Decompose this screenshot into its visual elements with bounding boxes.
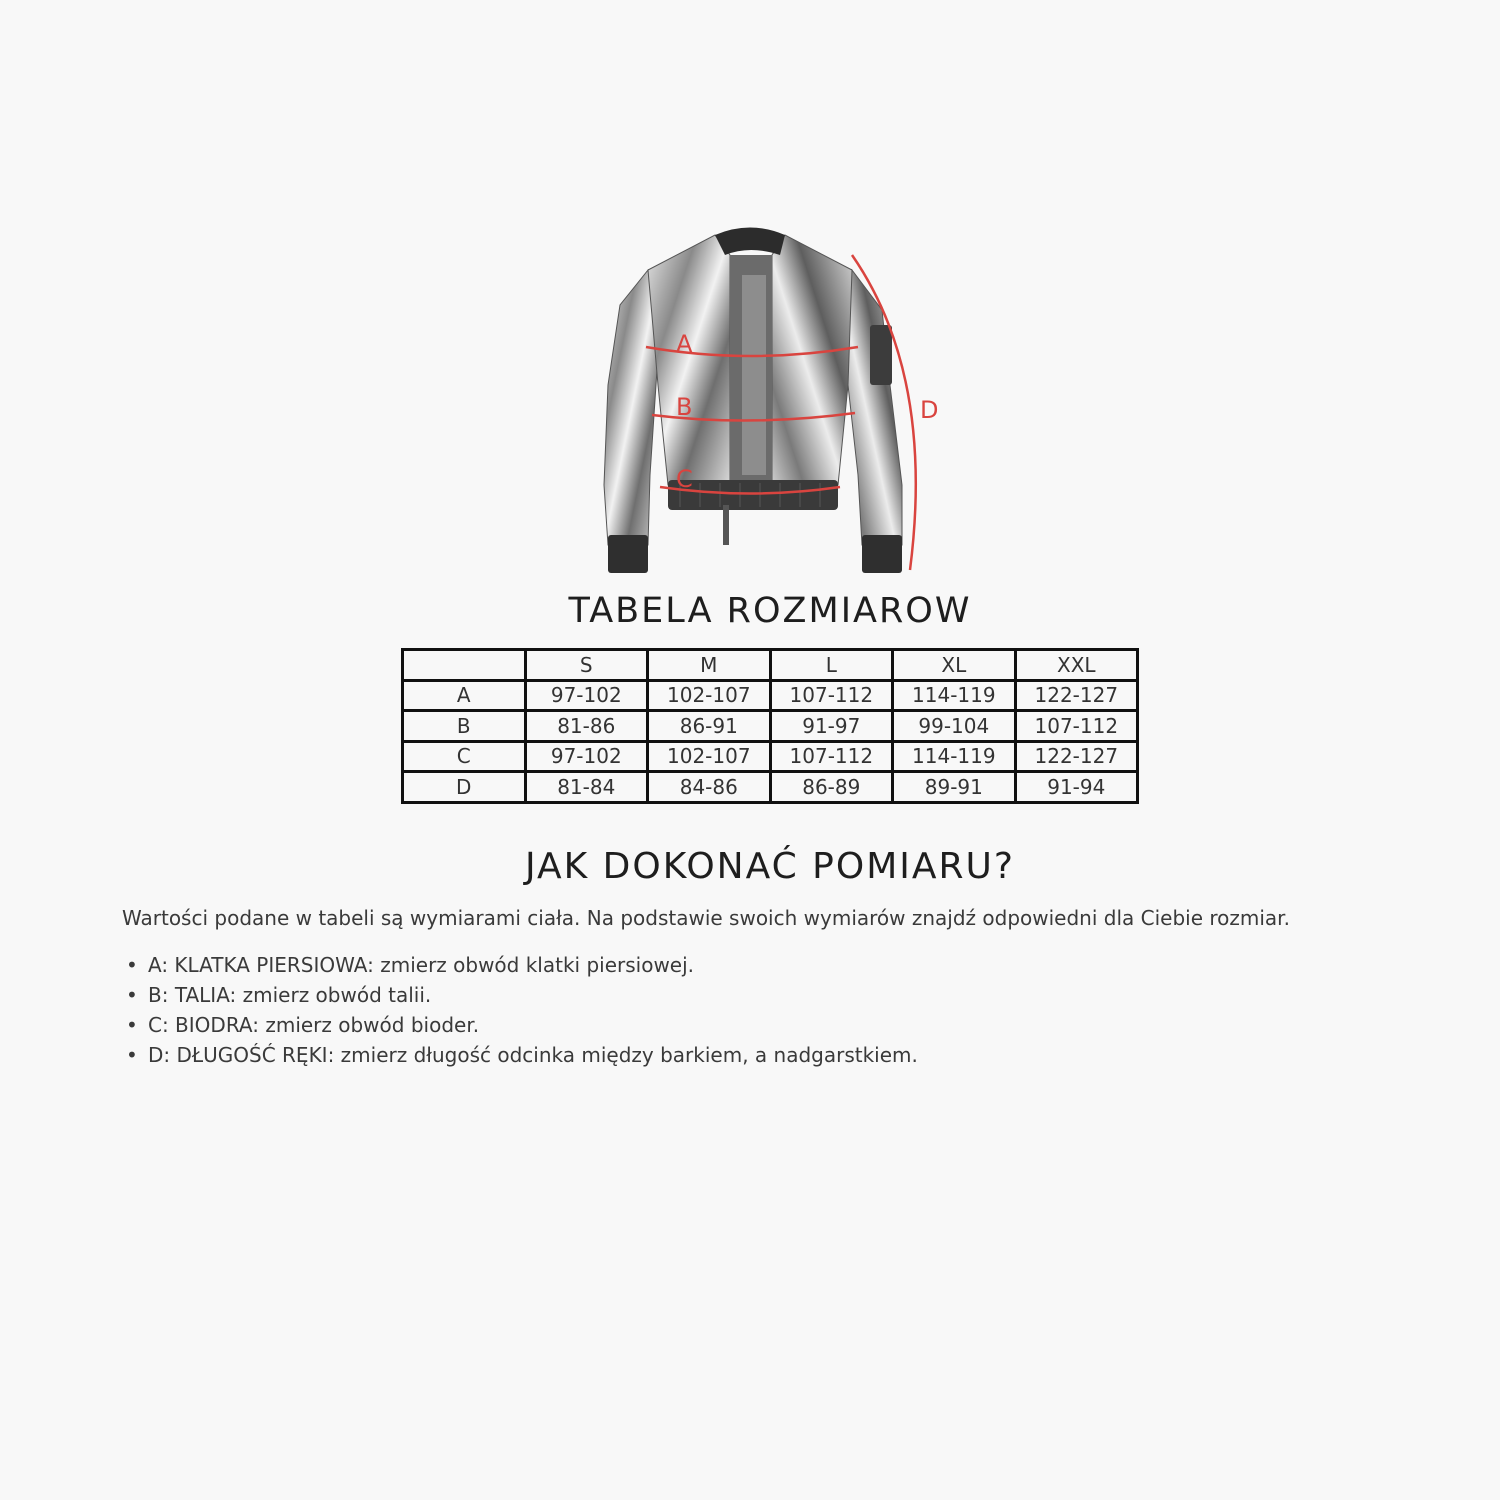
tip-text: D: DŁUGOŚĆ RĘKI: zmierz długość odcinka między barkiem, a nadgarstkiem.: [148, 1043, 918, 1067]
table-cell: 107-112: [1015, 711, 1137, 742]
bullet-icon: •: [126, 1013, 138, 1037]
list-item: [122, 980, 918, 1010]
table-cell: 99-104: [893, 711, 1016, 742]
bullet-icon: •: [126, 983, 138, 1007]
howto-title: JAK DOKONAĆ POMIARU?: [524, 846, 1016, 887]
list-item: [122, 950, 918, 980]
table-cell: 89-91: [893, 772, 1016, 803]
table-cell: 107-112: [770, 741, 893, 772]
list-item: [122, 1040, 918, 1070]
intro-text: Wartości podane w tabeli są wymiarami ciała. Na podstawie swoich wymiarów znajdź odpowiedni dla Ciebie rozmiar.: [122, 906, 1290, 930]
row-label: C: [403, 741, 526, 772]
table-cell: 91-94: [1015, 772, 1137, 803]
table-row: [403, 680, 1138, 711]
table-cell: 114-119: [893, 741, 1016, 772]
table-cell: 81-84: [525, 772, 648, 803]
tip-text: C: BIODRA: zmierz obwód bioder.: [148, 1013, 480, 1037]
table-cell: 122-127: [1015, 680, 1137, 711]
table-cell: 86-91: [648, 711, 771, 742]
bomber-jacket-icon: [590, 215, 950, 585]
table-cell: 86-89: [770, 772, 893, 803]
row-label: A: [403, 680, 526, 711]
table-cell: 114-119: [893, 680, 1016, 711]
bullet-icon: •: [126, 953, 138, 977]
header-cell-xxl: XXL: [1015, 650, 1137, 681]
table-cell: 107-112: [770, 680, 893, 711]
size-chart-title: TABELA ROZMIAROW: [568, 591, 972, 631]
table-cell: 91-97: [770, 711, 893, 742]
row-label: B: [403, 711, 526, 742]
table-row: [403, 711, 1138, 742]
header-cell-l: L: [770, 650, 893, 681]
label-d: D: [920, 396, 939, 424]
table-header-row: [403, 650, 1138, 681]
header-cell-m: M: [648, 650, 771, 681]
table-cell: 102-107: [648, 680, 771, 711]
table-cell: 81-86: [525, 711, 648, 742]
header-cell-xl: XL: [893, 650, 1016, 681]
tip-text: B: TALIA: zmierz obwód talii.: [148, 983, 432, 1007]
table-cell: 122-127: [1015, 741, 1137, 772]
table-cell: 84-86: [648, 772, 771, 803]
size-table: [401, 648, 1139, 804]
header-cell: [403, 650, 526, 681]
label-c: C: [676, 465, 693, 493]
list-item: [122, 1010, 918, 1040]
table-row: [403, 772, 1138, 803]
measurement-tips-list: [122, 950, 918, 1070]
label-a: A: [676, 330, 693, 358]
table-row: [403, 741, 1138, 772]
table-cell: 97-102: [525, 680, 648, 711]
bullet-icon: •: [126, 1043, 138, 1067]
header-cell-s: S: [525, 650, 648, 681]
table-cell: 102-107: [648, 741, 771, 772]
label-b: B: [676, 393, 693, 421]
table-cell: 97-102: [525, 741, 648, 772]
tip-text: A: KLATKA PIERSIOWA: zmierz obwód klatki piersiowej.: [148, 953, 695, 977]
row-label: D: [403, 772, 526, 803]
